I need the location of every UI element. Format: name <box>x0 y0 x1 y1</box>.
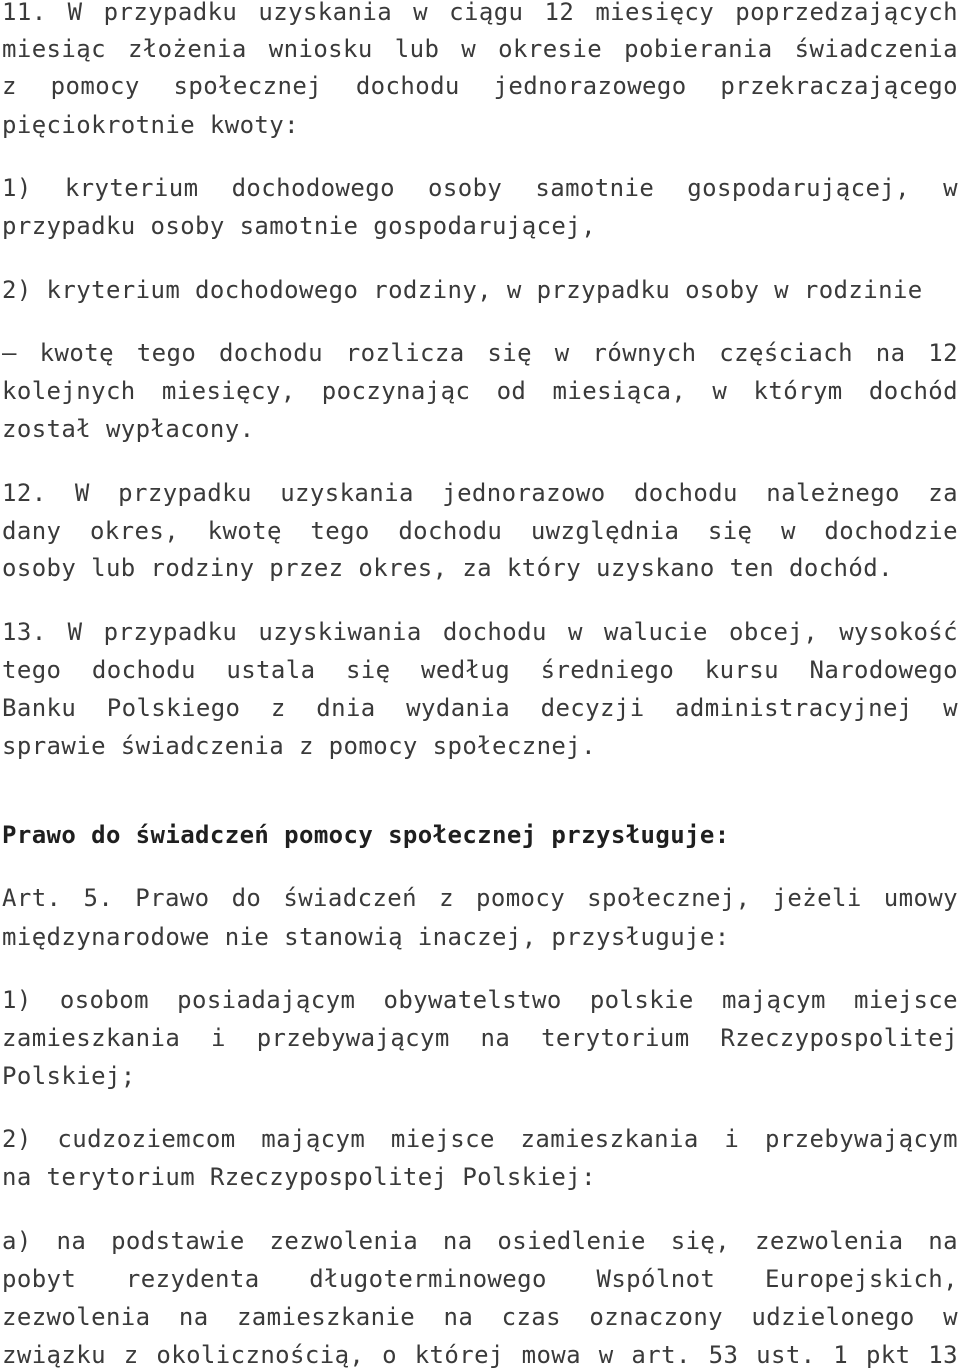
article-5-item-2a-line-2: pobyt rezydenta długoterminowego Wspólnot Europejskich, <box>2 1265 958 1293</box>
paragraph-12-line-3: osoby lub rodziny przez okres, za który uzyskano ten dochód. <box>2 554 893 582</box>
paragraph-11-line-2: miesiąc złożenia wniosku lub w okresie pobierania świadczenia <box>2 35 958 63</box>
article-5-item-1-line-2: zamieszkania i przebywającym na terytorium Rzeczypospolitej <box>2 1024 958 1052</box>
article-5-line-1: Art. 5. Prawo do świadczeń z pomocy społecznej, jeżeli umowy <box>2 884 958 912</box>
paragraph-12-line-2: dany okres, kwotę tego dochodu uwzględnia się w dochodzie <box>2 517 958 545</box>
paragraph-11-item-2-line-1: 2) kryterium dochodowego rodziny, w przypadku osoby w rodzinie <box>2 276 923 304</box>
section-heading: Prawo do świadczeń pomocy społecznej przysługuje: <box>2 821 730 849</box>
paragraph-13-line-4: sprawie świadczenia z pomocy społecznej. <box>2 732 596 760</box>
paragraph-13-line-2: tego dochodu ustala się według średniego kursu Narodowego <box>2 656 958 684</box>
paragraph-11-line-3: z pomocy społecznej dochodu jednorazowego przekraczającego <box>2 72 958 100</box>
article-5-item-2a-line-4: związku z okolicznością, o której mowa w art. 53 ust. 1 pkt 13 <box>2 1341 958 1369</box>
paragraph-11-tail-line-2: kolejnych miesięcy, poczynając od miesiąca, w którym dochód <box>2 377 958 405</box>
paragraph-11-item-1-line-1: 1) kryterium dochodowego osoby samotnie gospodarującej, w <box>2 174 958 202</box>
article-5-item-1-line-1: 1) osobom posiadającym obywatelstwo polskie mającym miejsce <box>2 986 958 1014</box>
paragraph-11-line-1: 11. W przypadku uzyskania w ciągu 12 miesięcy poprzedzających <box>2 0 958 26</box>
paragraph-11-tail-line-1: – kwotę tego dochodu rozlicza się w równych częściach na 12 <box>2 339 958 367</box>
article-5-item-1-line-3: Polskiej; <box>2 1062 136 1090</box>
paragraph-13-line-1: 13. W przypadku uzyskiwania dochodu w walucie obcej, wysokość <box>2 618 958 646</box>
article-5-line-2: międzynarodowe nie stanowią inaczej, przysługuje: <box>2 923 730 951</box>
article-5-item-2-line-2: na terytorium Rzeczypospolitej Polskiej: <box>2 1163 596 1191</box>
paragraph-11-line-4: pięciokrotnie kwoty: <box>2 111 299 139</box>
paragraph-11-tail-line-3: został wypłacony. <box>2 415 255 443</box>
paragraph-13-line-3: Banku Polskiego z dnia wydania decyzji administracyjnej w <box>2 694 958 722</box>
paragraph-12-line-1: 12. W przypadku uzyskania jednorazowo dochodu należnego za <box>2 479 958 507</box>
article-5-item-2a-line-1: a) na podstawie zezwolenia na osiedlenie się, zezwolenia na <box>2 1227 958 1255</box>
article-5-item-2a-line-3: zezwolenia na zamieszkanie na czas oznaczony udzielonego w <box>2 1303 958 1331</box>
paragraph-11-item-1-line-2: przypadku osoby samotnie gospodarującej, <box>2 212 596 240</box>
article-5-item-2-line-1: 2) cudzoziemcom mającym miejsce zamieszkania i przebywającym <box>2 1125 958 1153</box>
